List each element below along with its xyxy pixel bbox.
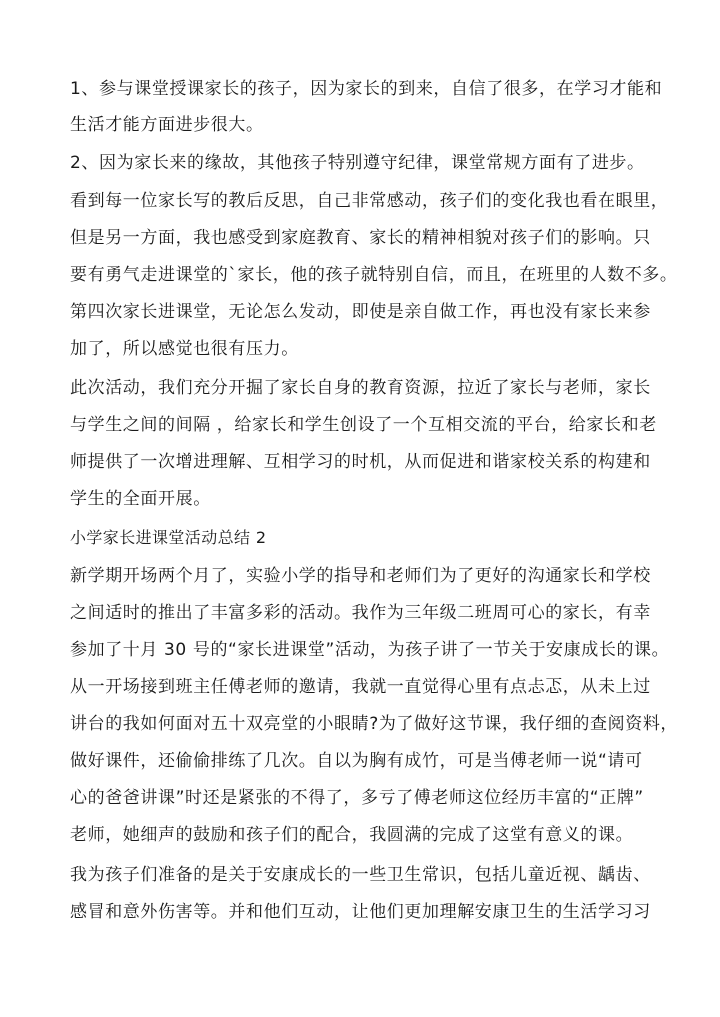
paragraph-4-line-2: 与学生之间的间隔 ，给家长和学生创设了一个互相交流的平台，给家长和老: [70, 415, 657, 435]
paragraph-1-line-2: 生活才能方面进步很大。: [70, 115, 264, 135]
paragraph-4-line-4: 学生的全面开展。: [70, 489, 211, 509]
paragraph-5-line-6: 做好课件，还偷偷排练了几次。自以为胸有成竹，可是当傅老师一说“请可: [70, 751, 643, 771]
paragraph-4-line-3: 师提供了一次增进理解、互相学习的时机，从而促进和谐家校关系的构建和: [70, 452, 651, 472]
paragraph-5-line-2: 之间适时的推出了丰富多彩的活动。我作为三年级二班周可心的家长，有幸: [70, 603, 651, 623]
paragraph-5-line-8: 老师，她细声的鼓励和孩子们的配合，我圆满的完成了这堂有意义的课。: [70, 825, 634, 845]
paragraph-5-line-1: 新学期开场两个月了，实验小学的指导和老师们为了更好的沟通家长和学校: [70, 566, 651, 586]
section-heading: 小学家长进课堂活动总结 2: [70, 528, 267, 547]
paragraph-5-line-3: 参加了十月 30 号的“家长进课堂”活动，为孩子讲了一节关于安康成长的课。: [70, 640, 670, 660]
paragraph-3-line-1: 看到每一位家长写的教后反思，自己非常感动，孩子们的变化我也看在眼里，: [70, 191, 669, 211]
paragraph-5-line-7: 心的爸爸讲课”时还是紧张的不得了，多亏了傅老师这位经历丰富的“正牌”: [70, 788, 644, 808]
paragraph-3-line-2: 但是另一方面，我也感受到家庭教育、家长的精神相貌对孩子们的影响。只: [70, 228, 651, 248]
paragraph-6-line-2: 感冒和意外伤害等。并和他们互动，让他们更加理解安康卫生的生活学习习: [70, 902, 651, 922]
paragraph-3-line-3: 要有勇气走进课堂的`家长，他的孩子就特别自信，而且，在班里的人数不多。: [70, 265, 678, 285]
paragraph-5-line-4: 从一开场接到班主任傅老师的邀请，我就一直觉得心里有点忐忑，从未上过: [70, 677, 651, 697]
paragraph-5-line-5: 讲台的我如何面对五十双亮堂的小眼睛?为了做好这节课，我仔细的查阅资料，: [70, 714, 679, 734]
paragraph-6-line-1: 我为孩子们准备的是关于安康成长的一些卫生常识，包括儿童近视、龋齿、: [70, 865, 651, 885]
paragraph-3-line-4: 第四次家长进课堂，无论怎么发动，即使是亲自做工作，再也没有家长来参: [70, 302, 651, 322]
paragraph-2-line-1: 2、因为家长来的缘故，其他孩子特别遵守纪律，课堂常规方面有了进步。: [70, 153, 645, 173]
paragraph-1-line-1: 1、参与课堂授课家长的孩子，因为家长的到来，自信了很多，在学习才能和: [70, 79, 663, 99]
paragraph-4-line-1: 此次活动，我们充分开掘了家长自身的教育资源，拉近了家长与老师，家长: [70, 378, 651, 398]
paragraph-3-line-5: 加了，所以感觉也很有压力。: [70, 339, 299, 359]
